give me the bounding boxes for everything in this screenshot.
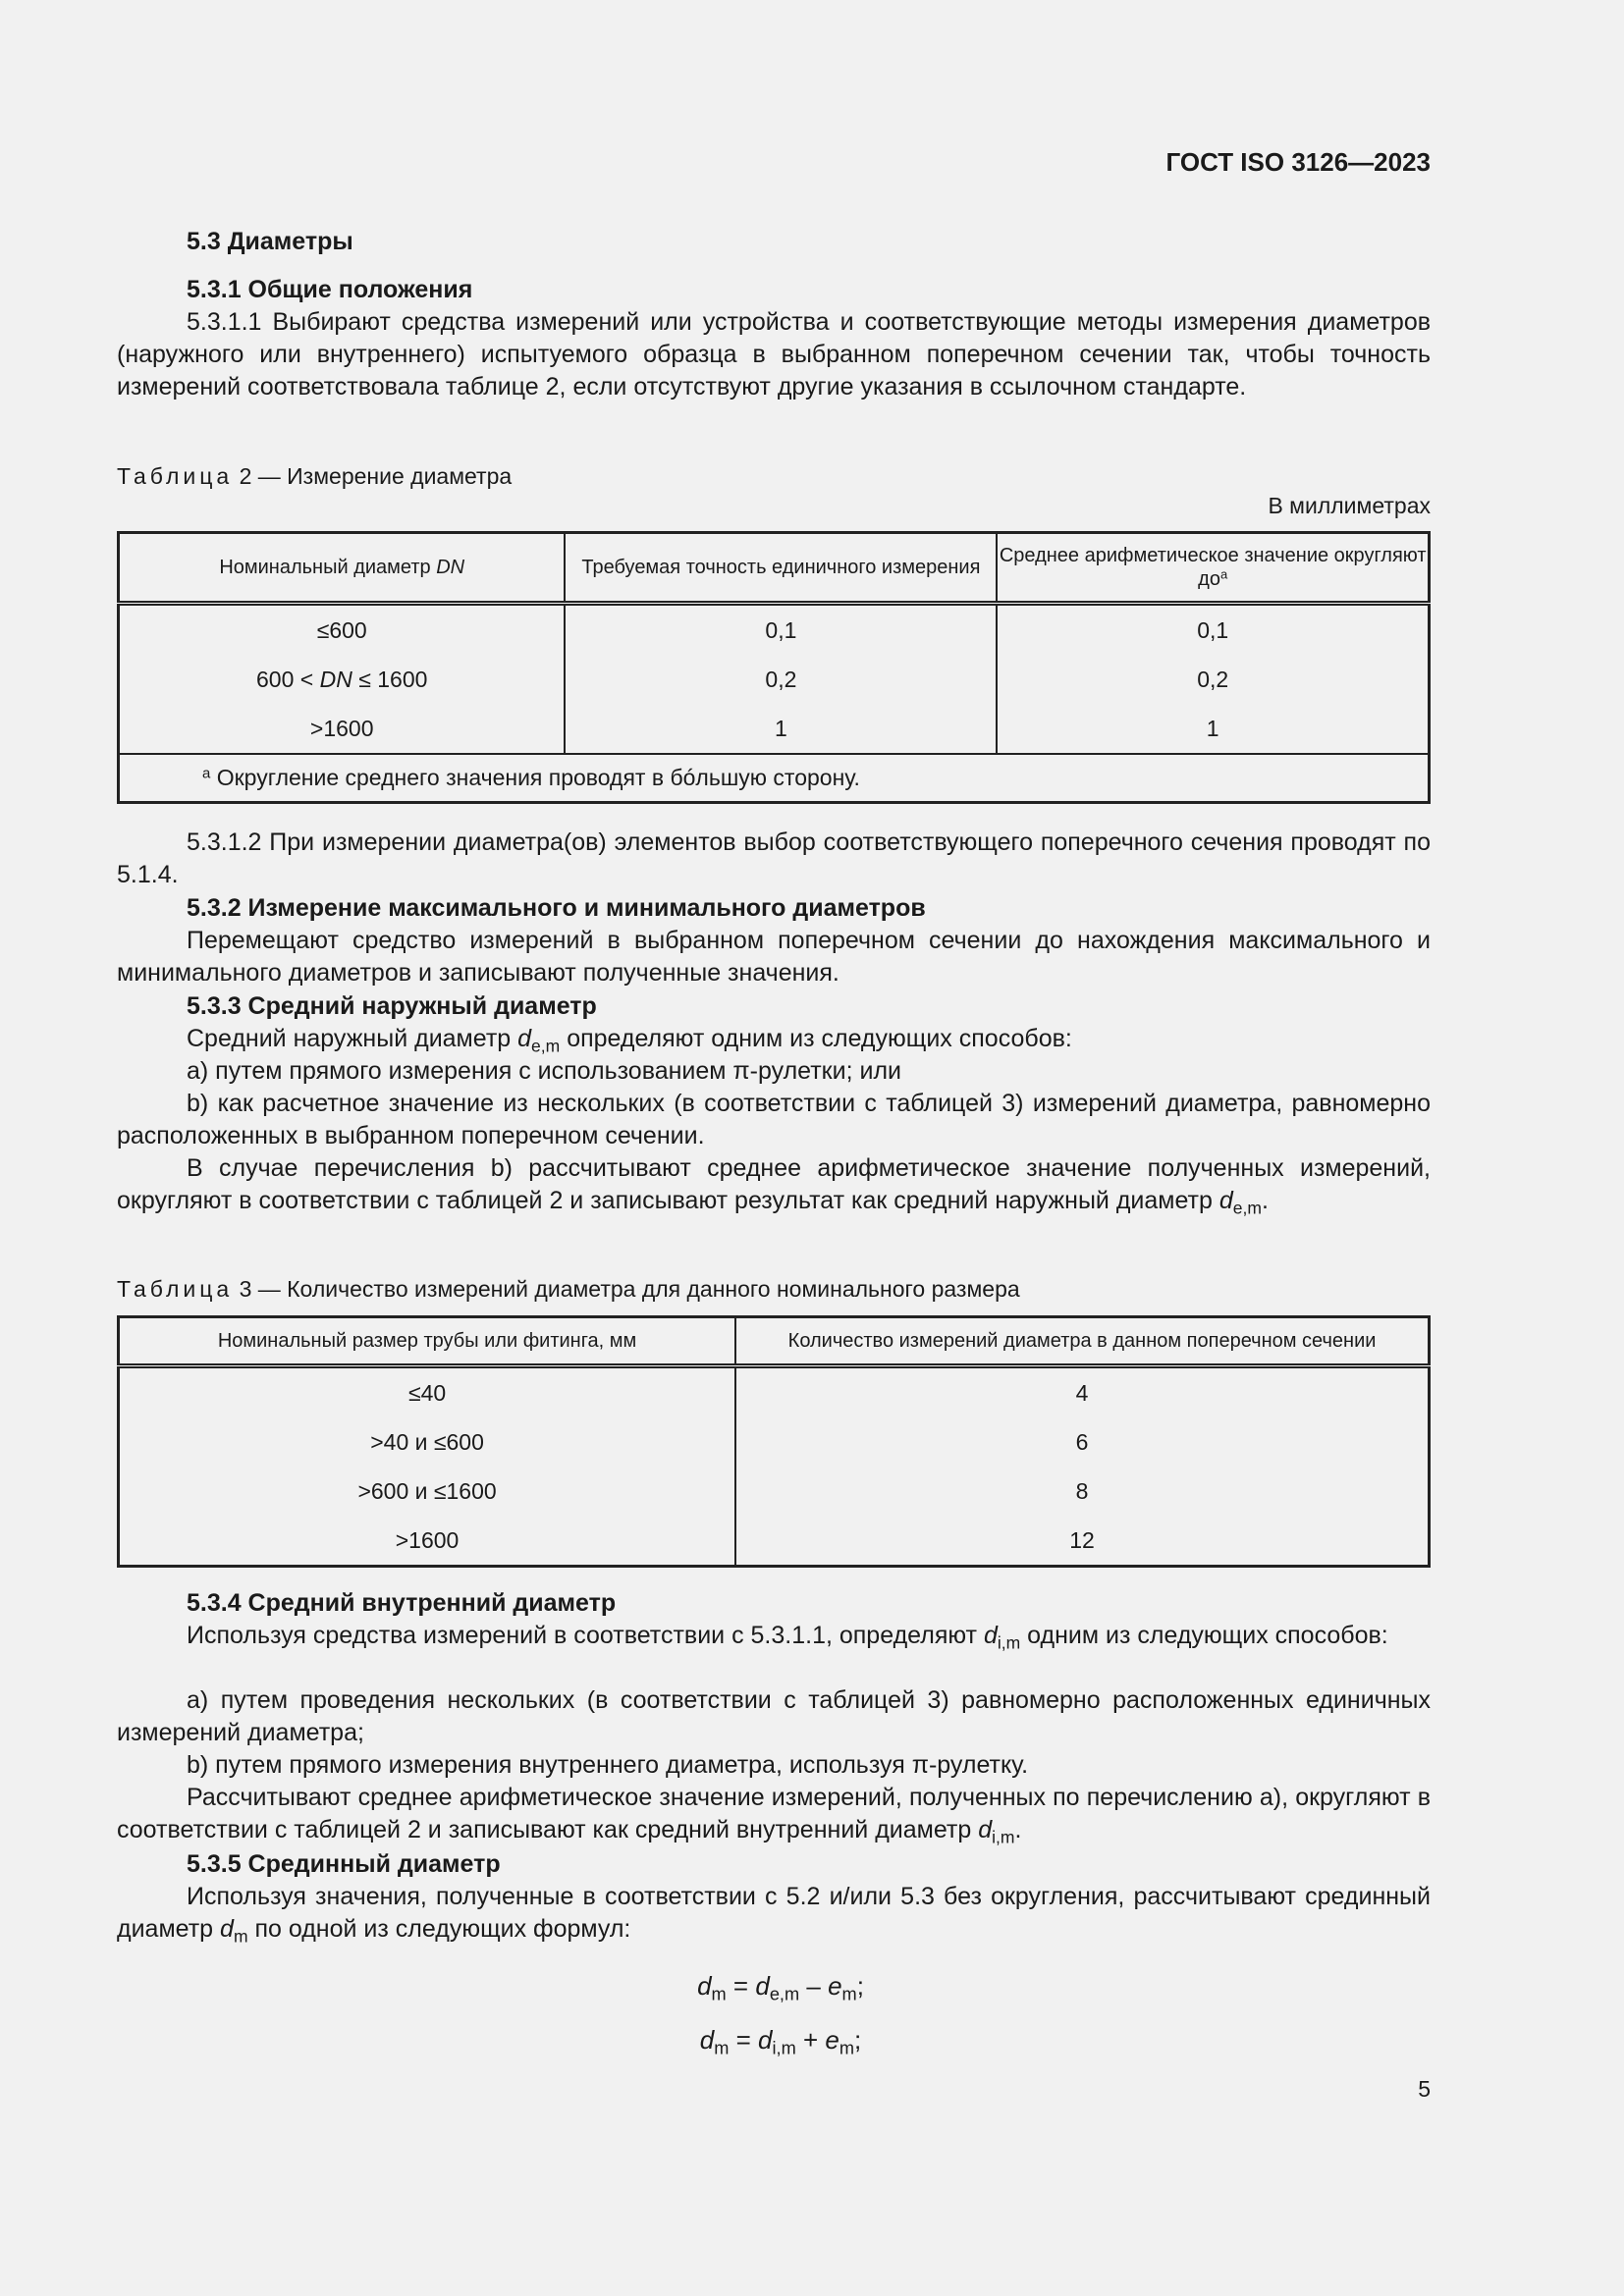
table-row: ≤40 4	[119, 1366, 1430, 1418]
table-2-col-nominal-diameter: Номинальный диаметр DN	[119, 533, 566, 604]
paragraph-5-3-5: Используя значения, полученные в соответствии с 5.2 и/или 5.3 без округления, рассчитывают срединный диаметр $d_m$ по одной из следующих формул:	[117, 1883, 1431, 1947]
table-3-caption-word: Таблица	[117, 1276, 234, 1302]
table-row: >40 и ≤600 6	[119, 1417, 1430, 1467]
paragraph-5-3-4-intro: Используя средства измерений в соответствии с 5.3.1.1, определяют $d_{i,m}$ одним из следующих способов:	[187, 1622, 1388, 1653]
table-2-unit: В миллиметрах	[1268, 493, 1431, 518]
formula-outer-mean: $d_m = d_{e,m} - e_m$;	[697, 1971, 864, 2004]
table-2	[117, 531, 1431, 804]
formula-inner-mean: $d_m = d_{i,m} + e_m$;	[699, 2025, 862, 2058]
section-5-3-5-title: 5.3.5 Срединный диаметр	[187, 1850, 501, 1878]
paragraph-5-3-3-intro: Средний наружный диаметр $d_{e,m}$ определяют одним из следующих способов:	[187, 1025, 1072, 1056]
paragraph-5-3-3-case: В случае перечисления b) рассчитывают среднее арифметическое значение полученных измерений, округляют в соответствии с таблицей 2 и записывают результат как средний наружный диаметр $d_{e,m}$.	[117, 1154, 1431, 1218]
section-5-3-4-title: 5.3.4 Средний внутренний диаметр	[187, 1589, 617, 1617]
table-row: >1600 12	[119, 1516, 1430, 1567]
table-row: 600 < DN ≤ 1600 0,2 0,2	[119, 655, 1430, 704]
table-3-header-row	[119, 1317, 1430, 1366]
table-row: >1600 1 1	[119, 704, 1430, 754]
table-2-caption	[117, 461, 512, 491]
table-2-caption-word: Таблица	[117, 463, 234, 489]
table-3-caption-text: 3 — Количество измерений диаметра для данного номинального размера	[239, 1276, 1020, 1302]
list-item-5-3-3-b: b) как расчетное значение из нескольких (в соответствии с таблицей 3) измерений диаметра, равномерно расположенных в выбранном поперечном сечении.	[117, 1090, 1431, 1149]
list-item-5-3-3-a: a) путем прямого измерения с использованием π-рулетки; или	[187, 1057, 901, 1085]
section-5-3-title: 5.3 Диаметры	[187, 228, 353, 255]
section-5-3-2-title: 5.3.2 Измерение максимального и минимального диаметров	[187, 894, 926, 922]
table-3	[117, 1315, 1431, 1568]
table-2-footnote-row	[119, 754, 1430, 803]
table-3-col-nominal-size: Номинальный размер трубы или фитинга, мм	[119, 1317, 736, 1366]
paragraph-5-3-1-2: 5.3.1.2 При измерении диаметра(ов) элементов выбор соответствующего поперечного сечения проводят по 5.1.4.	[117, 828, 1431, 888]
list-item-5-3-4-a: a) путем проведения нескольких (в соответствии с таблицей 3) равномерно расположенных единичных измерений диаметра;	[117, 1686, 1431, 1746]
table-row: ≤600 0,1 0,1	[119, 604, 1430, 656]
table-3-col-measurement-count: Количество измерений диаметра в данном поперечном сечении	[735, 1317, 1429, 1366]
table-2-header-row	[119, 533, 1430, 604]
page-number: 5	[1418, 2076, 1431, 2102]
table-2-col-required-accuracy: Требуемая точность единичного измерения	[565, 533, 997, 604]
paragraph-5-3-2: Перемещают средство измерений в выбранном поперечном сечении до нахождения максимального и минимального диаметров и записывают полученные значения.	[117, 927, 1431, 987]
list-item-5-3-4-b: b) путем прямого измерения внутреннего диаметра, используя π-рулетку.	[187, 1751, 1029, 1779]
paragraph-5-3-1-1: 5.3.1.1 Выбирают средства измерений или устройства и соответствующие методы измерения диаметров (наружного или внутреннего) испытуемого образца в выбранном поперечном сечении так, чтобы точность измерений соответствовала таблице 2, если отсутствуют другие указания в ссылочном стандарте.	[117, 308, 1431, 400]
table-2-caption-text: 2 — Измерение диаметра	[239, 463, 513, 489]
table-2-col-rounding: Среднее арифметическое значение округляют $до^a$	[997, 533, 1429, 604]
document-code: ГОСТ ISO 3126—2023	[1165, 147, 1431, 177]
paragraph-5-3-4-calc: Рассчитывают среднее арифметическое значение измерений, полученных по перечислению a), округляют в соответствии с таблицей 2 и записывают как средний внутренний диаметр $d_{i,m}$.	[117, 1784, 1431, 1847]
table-3-caption	[117, 1274, 1020, 1304]
table-row: >600 и ≤1600 8	[119, 1467, 1430, 1516]
table-2-footnote: $^a$ Округление среднего значения проводят в бóльшую сторону.	[119, 754, 1430, 803]
section-5-3-1-title: 5.3.1 Общие положения	[187, 276, 473, 303]
section-5-3-3-title: 5.3.3 Средний наружный диаметр	[187, 992, 597, 1020]
